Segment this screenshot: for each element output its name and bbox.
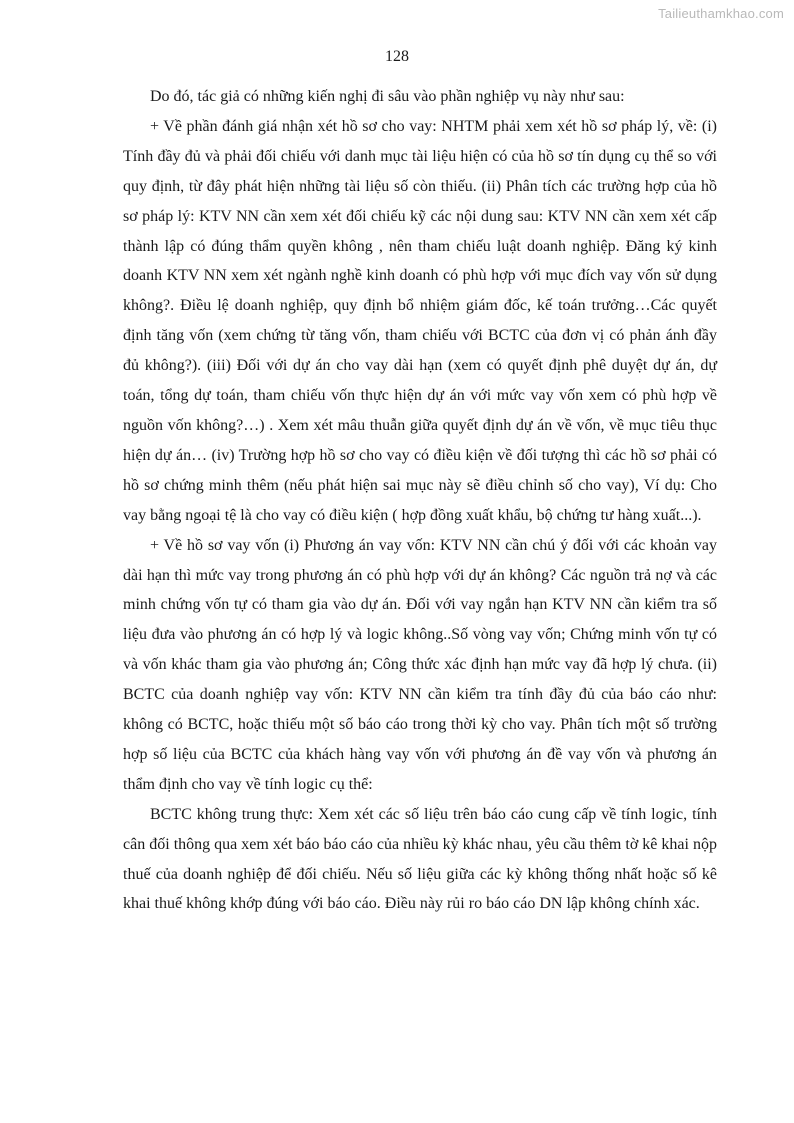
watermark: Tailieuthamkhao.com [658, 6, 784, 21]
document-body [123, 82, 717, 919]
paragraph-dishonest-report: BCTC không trung thực: Xem xét các số liệu trên báo cáo cung cấp về tính logic, tính cân đối thông qua xem xét báo báo cáo của nhiều kỳ khác nhau, yêu cầu thêm tờ kê khai nộp thuế của doanh nghiệp để đối chiếu. Nếu số liệu giữa các kỳ không thống nhất hoặc số kê khai thuế không khớp đúng với báo cáo. Điều này rủi ro báo cáo DN lập không chính xác. [123, 805, 717, 913]
paragraph-intro: Do đó, tác giả có những kiến nghị đi sâu vào phần nghiệp vụ này như sau: [150, 88, 625, 105]
paragraph-loan-dossier: + Về hồ sơ vay vốn (i) Phương án vay vốn: KTV NN cần chú ý đối với các khoản vay dài hạn thì mức vay trong phương án có phù hợp với dự án không? Các nguồn trả nợ và các minh chứng vốn tự có tham gia vào dự án. Đối với vay ngắn hạn KTV NN cần kiểm tra số liệu đưa vào phương án có hợp lý và logic không..Số vòng vay vốn; Chứng minh vốn tự có và vốn khác tham gia vào phương án; Công thức xác định hạn mức vay đã hợp lý chưa. (ii) BCTC của doanh nghiệp vay vốn: KTV NN cần kiểm tra tính đầy đủ của báo cáo như: không có BCTC, hoặc thiếu một số báo cáo trong thời kỳ cho vay. Phân tích một số trường hợp số liệu của BCTC của khách hàng vay vốn với phương án đề vay vốn và phương án thẩm định cho vay về tính logic cụ thể: [123, 536, 717, 793]
paragraph-legal-dossier: + Về phần đánh giá nhận xét hồ sơ cho vay: NHTM phải xem xét hồ sơ pháp lý, về: (i) Tính đầy đủ và phải đối chiếu với danh mục tài liệu hiện có của hồ sơ tín dụng cụ thể so với quy định, từ đây phát hiện những tài liệu số còn thiếu. (ii) Phân tích các trường hợp của hồ sơ pháp lý: KTV NN cần xem xét đối chiếu kỹ các nội dung sau: KTV NN cần xem xét cấp thành lập có đúng thẩm quyền không , nên tham chiếu luật doanh nghiệp. Đăng ký kinh doanh KTV NN xem xét ngành nghề kinh doanh có phù hợp với mục đích vay vốn sử dụng không?. Điều lệ doanh nghiệp, quy định bổ nhiệm giám đốc, kế toán trưởng…Các quyết định tăng vốn (xem chứng từ tăng vốn, tham chiếu với BCTC của đơn vị có phản ánh đầy đủ không?). (iii) Đối với dự án cho vay dài hạn (xem có quyết định phê duyệt dự án, dự toán, tổng dự toán, tham chiếu vốn thực hiện dự án với mức vay vốn xem có phù hợp về nguồn vốn không?…) . Xem xét mâu thuẫn giữa quyết định dự án về vốn, về mục tiêu thục hiện dự án… (iv) Trường hợp hồ sơ cho vay có điều kiện về đối tượng thì các hồ sơ phải có hồ sơ chứng minh thêm (nếu phát hiện sai mục này sẽ điều chỉnh số cho vay), Ví dụ: Cho vay bằng ngoại tệ là cho vay có điều kiện ( hợp đồng xuất khẩu, bộ chứng tư hàng xuất...). [123, 117, 717, 524]
page-number: 128 [385, 48, 409, 65]
